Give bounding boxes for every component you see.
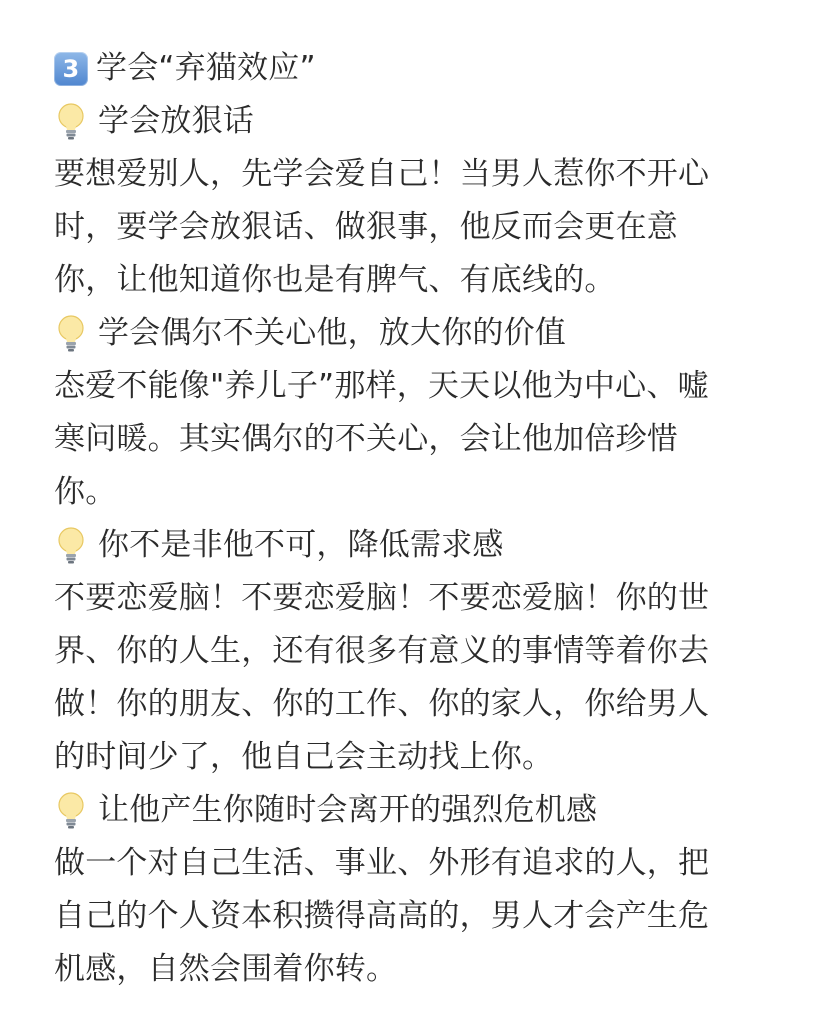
tip-body-line: 你，让他知道你也是有脾气、有底线的。 (54, 262, 616, 298)
tip-heading-text: 你不是非他不可，降低需求感 (98, 527, 504, 563)
tip-heading (54, 95, 774, 148)
tip-heading-text: 学会偶尔不关心他，放大你的价值 (98, 315, 566, 351)
tip-body-line: 的时间少了，他自己会主动找上你。 (54, 739, 554, 775)
tip-heading-text: 让他产生你随时会离开的强烈危机感 (98, 792, 598, 828)
tip-heading (54, 784, 774, 837)
tip-body-line: 寒问暖。其实偶尔的不关心，会让他加倍珍惜 (54, 421, 678, 457)
lightbulb-icon (54, 102, 88, 142)
note-content (54, 42, 774, 996)
tip-body-line: 机感，自然会围着你转。 (54, 951, 398, 987)
tip-body-line: 你。 (54, 474, 117, 510)
keycap-three-icon: 3 (54, 52, 88, 86)
tip-heading (54, 519, 774, 572)
tip-body-line: 界、你的人生，还有很多有意义的事情等着你去 (54, 633, 710, 669)
tip-body-line: 要想爱别人，先学会爱自己！当男人惹你不开心 (54, 156, 710, 192)
tip-heading (54, 307, 774, 360)
tip-body-line: 做一个对自己生活、事业、外形有追求的人，把 (54, 845, 710, 881)
lightbulb-icon (54, 791, 88, 831)
lightbulb-icon (54, 526, 88, 566)
tip-body-line: 做！你的朋友、你的工作、你的家人，你给男人 (54, 686, 710, 722)
tip-body-line: 时，要学会放狠话、做狠事，他反而会更在意 (54, 209, 678, 245)
tip-body-line: 不要恋爱脑！不要恋爱脑！不要恋爱脑！你的世 (54, 580, 710, 616)
section-heading (54, 42, 774, 95)
section-title: 学会“弃猫效应” (96, 50, 316, 86)
tip-body-line: 自己的个人资本积攒得高高的，男人才会产生危 (54, 898, 710, 934)
lightbulb-icon (54, 314, 88, 354)
tip-heading-text: 学会放狠话 (98, 103, 254, 139)
tip-body-line: 态爱不能像"养儿子”那样，天天以他为中心、嘘 (54, 368, 709, 404)
